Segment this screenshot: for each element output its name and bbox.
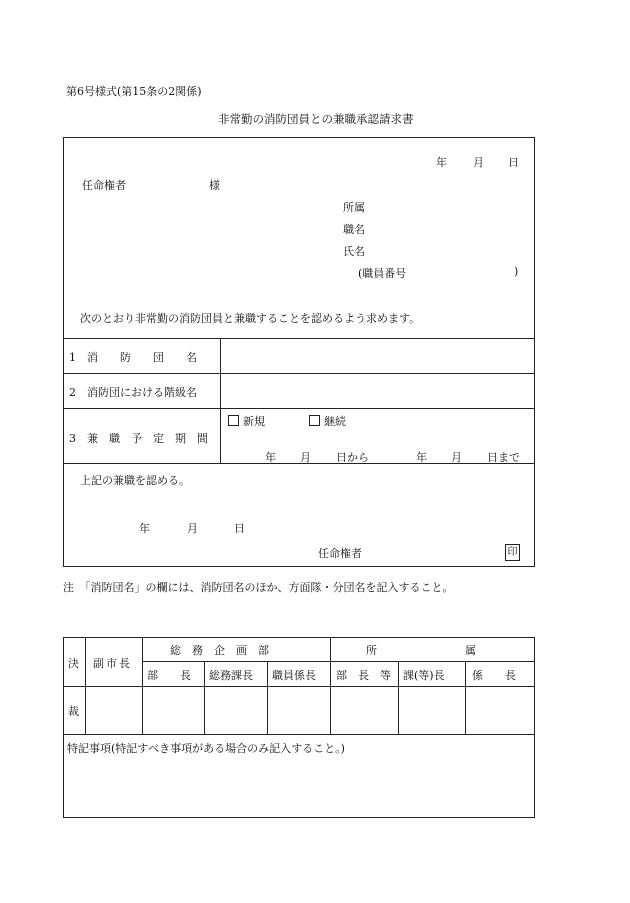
name-label: 氏名 — [343, 245, 365, 258]
col-section-chief: 課(等)長 — [403, 669, 445, 682]
column-divider — [142, 637, 143, 734]
approval-authority: 任命権者 — [318, 547, 362, 560]
approval-text: 上記の兼職を認める。 — [80, 474, 190, 487]
option-continue[interactable] — [309, 413, 346, 429]
remarks-label: 特記事項(特記すべき事項がある場合のみ記入すること。) — [67, 742, 345, 755]
addressee: 任命権者 — [82, 179, 126, 192]
date-day: 日 — [508, 156, 519, 169]
request-body-text: 次のとおり非常勤の消防団員と兼職することを認めるよう求めます。 — [80, 312, 421, 325]
column-divider — [465, 661, 466, 734]
seal-mark: 印 — [505, 544, 520, 561]
approval-month: 月 — [187, 522, 198, 535]
approval-day: 日 — [234, 522, 245, 535]
checkbox-new[interactable] — [228, 415, 239, 426]
group-department: 所 属 — [366, 644, 476, 657]
decision-label-top: 決 — [68, 657, 79, 670]
group-general-affairs: 総 務 企 画 部 — [170, 644, 269, 657]
column-divider — [85, 637, 86, 734]
option-new[interactable] — [228, 413, 265, 429]
staff-number-close: ) — [514, 265, 519, 278]
col-unit-chief: 係 長 — [472, 669, 516, 682]
period-end-month: 月 — [451, 451, 462, 464]
column-divider — [220, 338, 221, 463]
column-divider — [330, 637, 331, 734]
row-divider — [63, 338, 535, 339]
decision-label-bottom: 裁 — [68, 705, 79, 718]
rank-label: 2 消防団における階級名 — [69, 386, 197, 399]
checkbox-continue[interactable] — [309, 415, 320, 426]
period-end-year: 年 — [416, 451, 427, 464]
vice-mayor-header: 副市長 — [93, 657, 132, 670]
date-month: 月 — [473, 156, 484, 169]
row-divider — [63, 408, 535, 409]
row-divider — [63, 373, 535, 374]
option-continue-label: 継続 — [324, 415, 346, 428]
option-new-label: 新規 — [243, 415, 265, 428]
col-staff-section-chief: 職員係長 — [272, 669, 316, 682]
period-start-month: 月 — [300, 451, 311, 464]
note: 注 「消防団名」の欄には、消防団名のほか、方面隊・分団名を記入すること。 — [63, 581, 454, 594]
remarks-divider — [63, 734, 535, 735]
column-divider — [267, 661, 268, 734]
header-divider — [142, 661, 535, 662]
period-start-day: 日から — [336, 451, 369, 464]
column-divider — [398, 661, 399, 734]
fire-corps-name-label: 1 消 防 団 名 — [69, 351, 197, 364]
column-divider — [204, 661, 205, 734]
period-start-year: 年 — [265, 451, 276, 464]
period-label: 3 兼 職 予 定 期 間 — [69, 432, 208, 445]
staff-number-label: (職員番号 — [358, 267, 407, 280]
period-end-day: 日まで — [487, 451, 520, 464]
col-general-affairs-chief: 総務課長 — [209, 669, 253, 682]
position-label: 職名 — [343, 223, 365, 236]
row-divider — [63, 463, 535, 464]
approval-year: 年 — [139, 522, 150, 535]
form-id: 第6号様式(第15条の2関係) — [66, 85, 202, 98]
form-title: 非常勤の消防団員との兼職承認請求書 — [218, 112, 414, 126]
date-year: 年 — [436, 156, 447, 169]
honorific: 様 — [209, 179, 220, 192]
col-director-etc: 部 長 等 — [336, 669, 391, 682]
affiliation-label: 所属 — [343, 201, 365, 214]
col-director: 部 長 — [147, 669, 191, 682]
